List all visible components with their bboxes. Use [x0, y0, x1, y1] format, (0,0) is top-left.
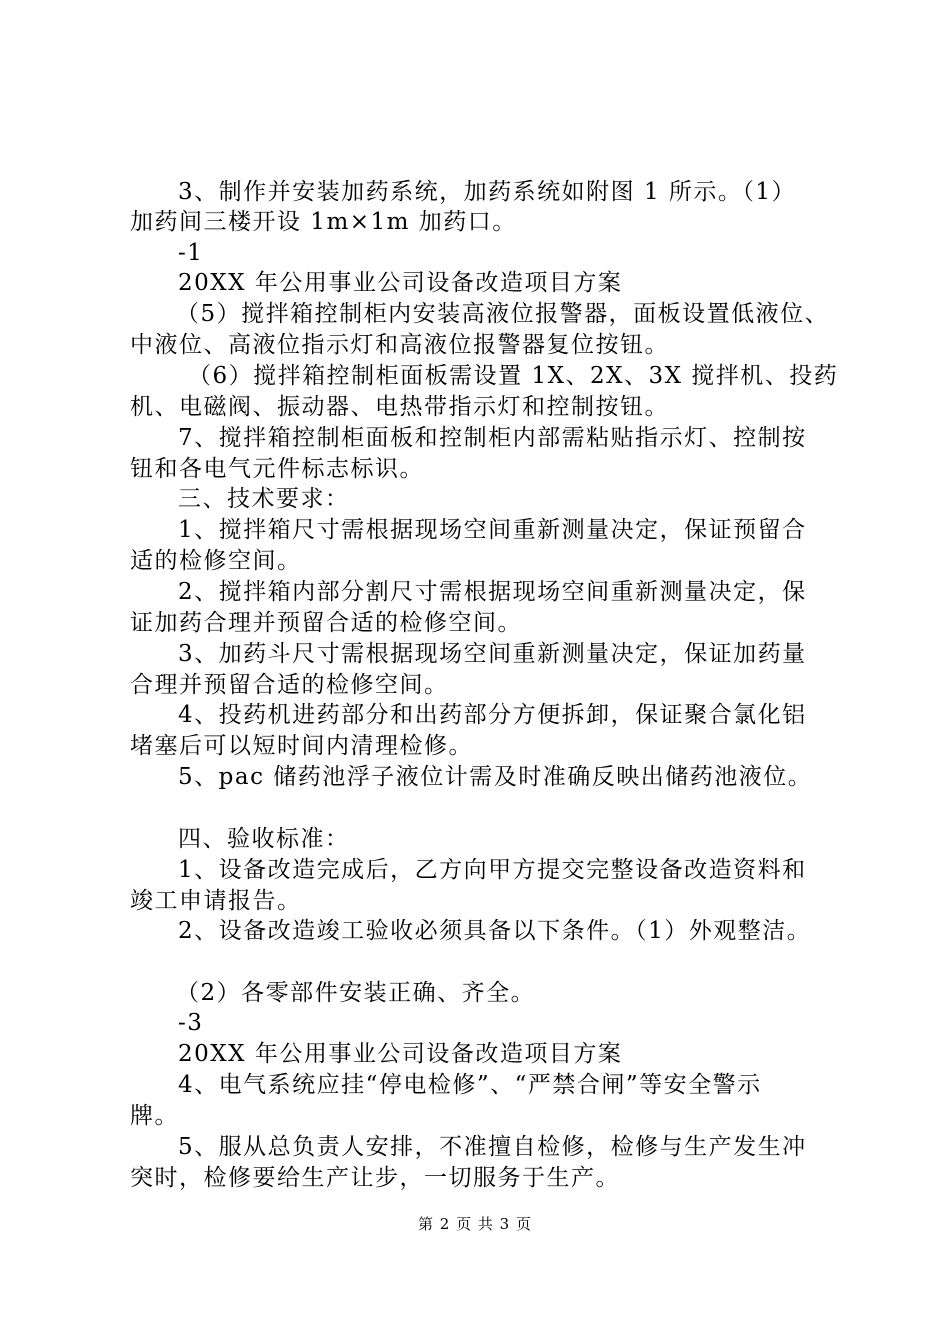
text-line: 机、电磁阀、振动器、电热带指示灯和控制按钮。	[130, 394, 669, 420]
section-heading: 三、技术要求：	[178, 486, 350, 512]
text-line: （5）搅拌箱控制柜内安装高液位报警器，面板设置低液位、	[176, 301, 830, 327]
text-line: 钮和各电气元件标志标识。	[130, 456, 424, 482]
page-marker: -1	[178, 240, 204, 266]
text-line: （6）搅拌箱控制柜面板需设置 1X、2X、3X 搅拌机、投药	[188, 363, 839, 389]
text-line: 3、制作并安装加药系统，加药系统如附图 1 所示。（1）	[178, 179, 797, 205]
document-header: 20XX 年公用事业公司设备改造项目方案	[178, 1041, 623, 1067]
text-line: 4、投药机进药部分和出药部分方便拆卸，保证聚合氯化铝	[178, 702, 807, 728]
text-line: 1、设备改造完成后，乙方向甲方提交完整设备改造资料和	[178, 857, 807, 883]
text-line: 2、搅拌箱内部分割尺寸需根据现场空间重新测量决定，保	[178, 579, 807, 605]
text-line: 3、加药斗尺寸需根据现场空间重新测量决定，保证加药量	[178, 641, 807, 667]
text-line: 加药间三楼开设 1m×1m 加药口。	[130, 209, 517, 235]
text-line: 7、搅拌箱控制柜面板和控制柜内部需粘贴指示灯、控制按	[178, 425, 807, 451]
page-footer: 第 2 页 共 3 页	[418, 1215, 532, 1233]
text-line: 4、电气系统应挂“停电检修”、“严禁合闸”等安全警示	[178, 1072, 762, 1098]
text-line: 突时，检修要给生产让步，一切服务于生产。	[130, 1165, 620, 1191]
page-marker: -3	[178, 1010, 204, 1036]
text-line: 中液位、高液位指示灯和高液位报警器复位按钮。	[130, 332, 669, 358]
text-line: 5、服从总负责人安排，不准擅自检修，检修与生产发生冲	[178, 1134, 807, 1160]
text-line: 竣工申请报告。	[130, 888, 302, 914]
text-line: 合理并预留合适的检修空间。	[130, 672, 449, 698]
text-line: 堵塞后可以短时间内清理检修。	[130, 733, 473, 759]
text-line: 牌。	[130, 1103, 179, 1129]
text-line: （2）各零部件安装正确、齐全。	[176, 980, 536, 1006]
text-line: 适的检修空间。	[130, 548, 302, 574]
text-line: 5、pac 储药池浮子液位计需及时准确反映出储药池液位。	[178, 764, 813, 790]
text-line: 证加药合理并预留合适的检修空间。	[130, 610, 522, 636]
section-heading: 四、验收标准：	[178, 826, 350, 852]
document-header: 20XX 年公用事业公司设备改造项目方案	[178, 270, 623, 296]
text-line: 2、设备改造竣工验收必须具备以下条件。（1）外观整洁。	[178, 918, 812, 944]
text-line: 1、搅拌箱尺寸需根据现场空间重新测量决定，保证预留合	[178, 517, 807, 543]
